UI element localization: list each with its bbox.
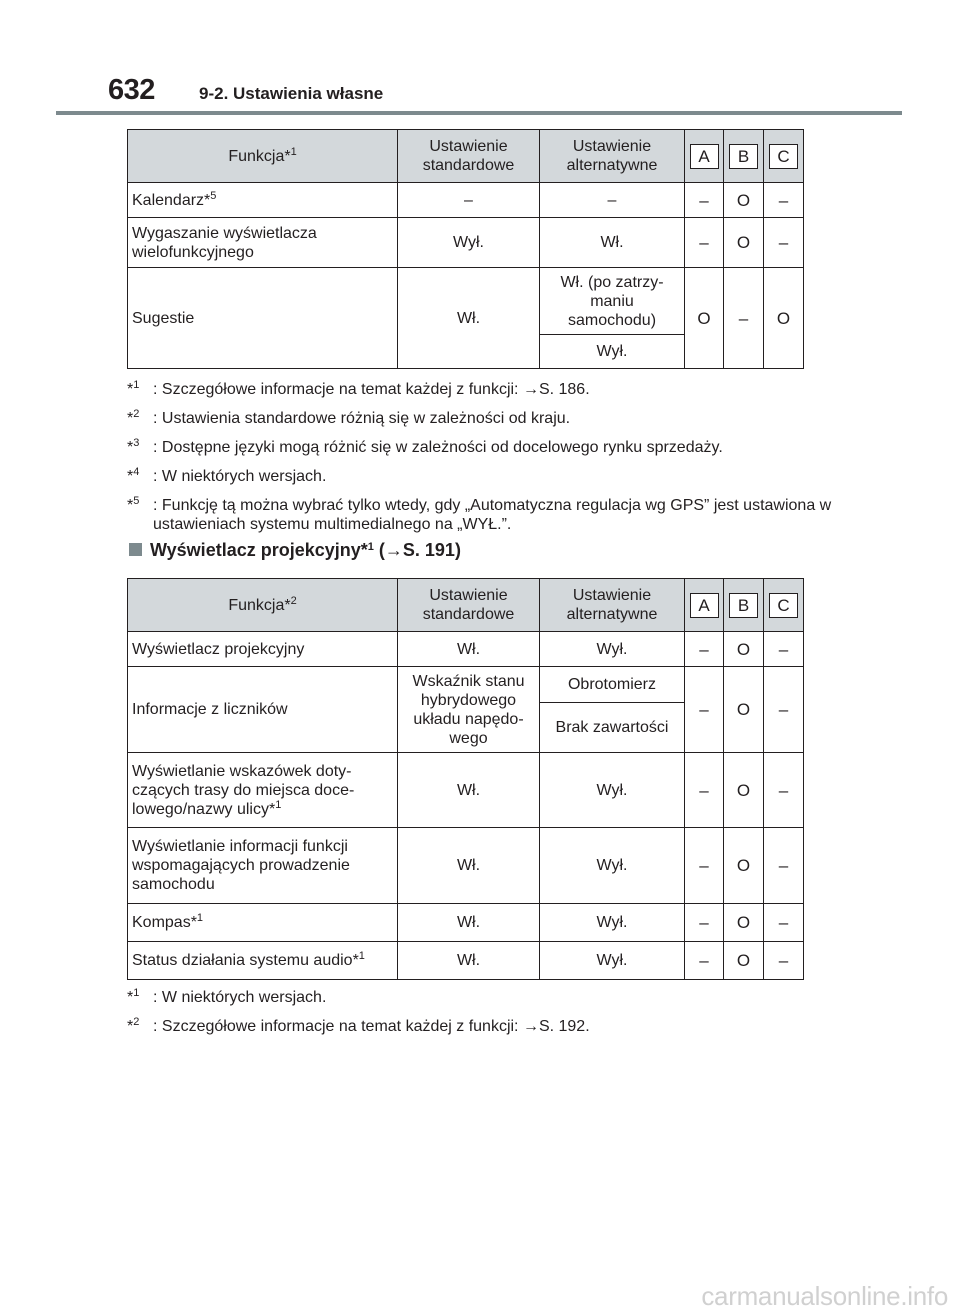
footnote: *$^4$ : W niektórych wersjach.	[127, 466, 327, 485]
table-row: Informacje z liczników Wskaźnik stanu hybrydowego układu napędo-wego Obrotomierz – O –	[128, 667, 804, 703]
footnote: *$^3$ : Dostępne języki mogą różnić się w zależności od docelowego rynku sprzedaży.	[127, 437, 723, 456]
table-row: Kompas*$^1$ Wł. Wył. – O –	[128, 904, 804, 942]
watermark: carmanualsonline.info	[701, 1281, 948, 1311]
col-header-b: B	[724, 579, 764, 632]
table-row: Status działania systemu audio*$^1$ Wł. Wył. – O –	[128, 942, 804, 980]
footnote: *$^1$ : W niektórych wersjach.	[127, 987, 327, 1006]
footnote: *$^5$ : Funkcję tą można wybrać tylko wtedy, gdy „Automatyczna regulacja wg GPS” jest ustawiona w ustawieniach systemu multimedialnego na „WYŁ.”.	[127, 495, 832, 533]
table-row: Kalendarz*$^5$ – – – O –	[128, 183, 804, 218]
col-header-a: A	[685, 130, 724, 183]
table-row: Wył.	[128, 335, 804, 369]
settings-table-2	[127, 578, 804, 980]
col-header-c: C	[764, 130, 804, 183]
page-number: 632	[108, 74, 155, 106]
footnote: *$^2$ : Szczegółowe informacje na temat każdej z funkcji: →S. 192.	[127, 1016, 590, 1035]
col-header-function: Funkcja*$^1$	[128, 130, 398, 183]
table-row: Wygaszanie wyświetlacza wielofunkcyjnego Wył. Wł. – O –	[128, 218, 804, 268]
section-title: 9-2. Ustawienia własne	[199, 84, 384, 103]
table-row: Wyświetlanie informacji funkcji wspomagających prowadzenie samochodu Wł. Wył. – O –	[128, 828, 804, 904]
settings-table-1	[127, 129, 804, 369]
col-header-c: C	[764, 579, 804, 632]
col-header-alternative: Ustawienie alternatywne	[540, 579, 685, 632]
table-row: Wyświetlanie wskazówek doty-czących trasy do miejsca doce-lowego/nazwy ulicy*$^1$ Wł. Wył. – O –	[128, 753, 804, 828]
col-header-function: Funkcja*$^2$	[128, 579, 398, 632]
col-header-alternative: Ustawienie alternatywne	[540, 130, 685, 183]
footnote: *$^1$ : Szczegółowe informacje na temat każdej z funkcji: →S. 186.	[127, 379, 590, 398]
subheading-hud: Wyświetlacz projekcyjny*$^1$ (→S. 191)	[129, 540, 461, 561]
col-header-default: Ustawienie standardowe	[398, 579, 540, 632]
bullet-square-icon	[129, 543, 142, 556]
col-header-default: Ustawienie standardowe	[398, 130, 540, 183]
footnotes-1	[127, 380, 847, 544]
header-rule	[56, 111, 902, 115]
footnotes-2	[127, 988, 847, 1046]
table-row: Wyświetlacz projekcyjny Wł. Wył. – O –	[128, 632, 804, 667]
table-row: Brak zawartości	[128, 703, 804, 753]
table-row: Sugestie Wł. Wł. (po zatrzy-maniu samochodu) O – O	[128, 268, 804, 335]
footnote: *$^2$ : Ustawienia standardowe różnią się w zależności od kraju.	[127, 408, 571, 427]
col-header-b: B	[724, 130, 764, 183]
col-header-a: A	[685, 579, 724, 632]
